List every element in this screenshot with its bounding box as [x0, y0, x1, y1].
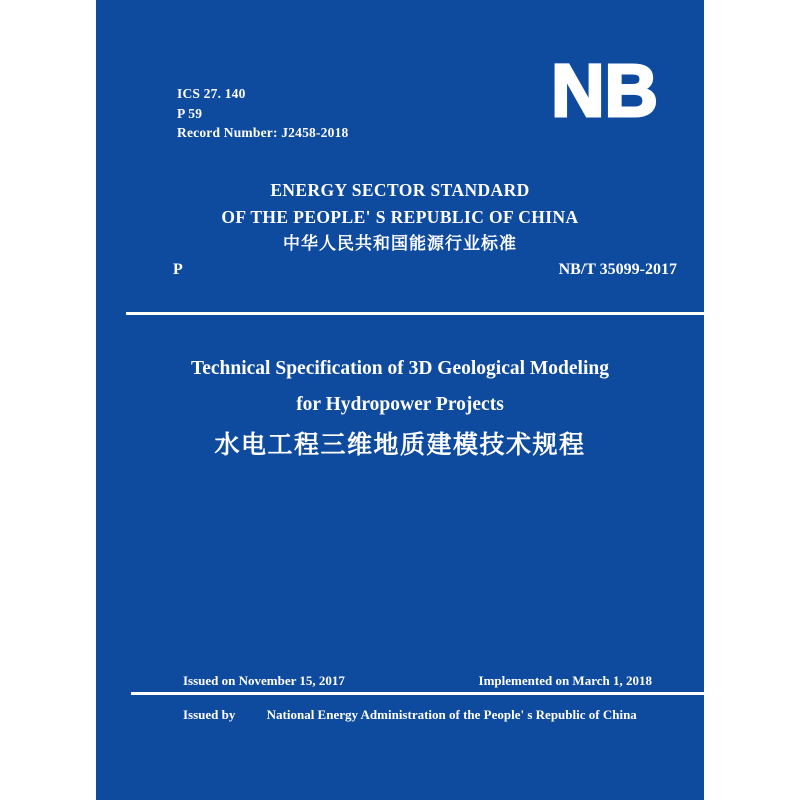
nb-logo: NB — [551, 49, 658, 132]
title-cn: 水电工程三维地质建模技术规程 — [214, 431, 586, 459]
standard-number: NB/T 35099-2017 — [558, 261, 677, 278]
standard-header-cn: 中华人民共和国能源行业标准 — [283, 234, 517, 253]
bottom-divider-line — [131, 692, 704, 695]
class-letter: P — [173, 261, 183, 278]
classification-code: P 59 — [177, 105, 203, 121]
standard-header-en-line2: OF THE PEOPLE' S REPUBLIC OF CHINA — [221, 207, 579, 227]
dates-row — [183, 673, 652, 689]
standard-header — [96, 177, 704, 257]
issued-date: Issued on November 15, 2017 — [183, 673, 345, 688]
top-divider-line — [126, 312, 704, 315]
implemented-date: Implemented on March 1, 2018 — [478, 673, 652, 688]
ics-code: ICS 27. 140 — [177, 86, 246, 101]
code-row — [173, 261, 677, 279]
title-block — [96, 351, 704, 461]
record-number: Record Number: J2458-2018 — [177, 125, 349, 140]
title-en-line2: for Hydropower Projects — [296, 394, 504, 415]
metadata-block — [177, 84, 348, 143]
standard-cover — [96, 0, 704, 800]
issuer-name: National Energy Administration of the People' s Republic of China — [266, 707, 637, 722]
issued-by-label: Issued by — [183, 707, 236, 722]
standard-header-en-line1: ENERGY SECTOR STANDARD — [270, 180, 530, 200]
issuer-row — [183, 707, 684, 723]
title-en-line1: Technical Specification of 3D Geological Modeling — [191, 358, 609, 379]
